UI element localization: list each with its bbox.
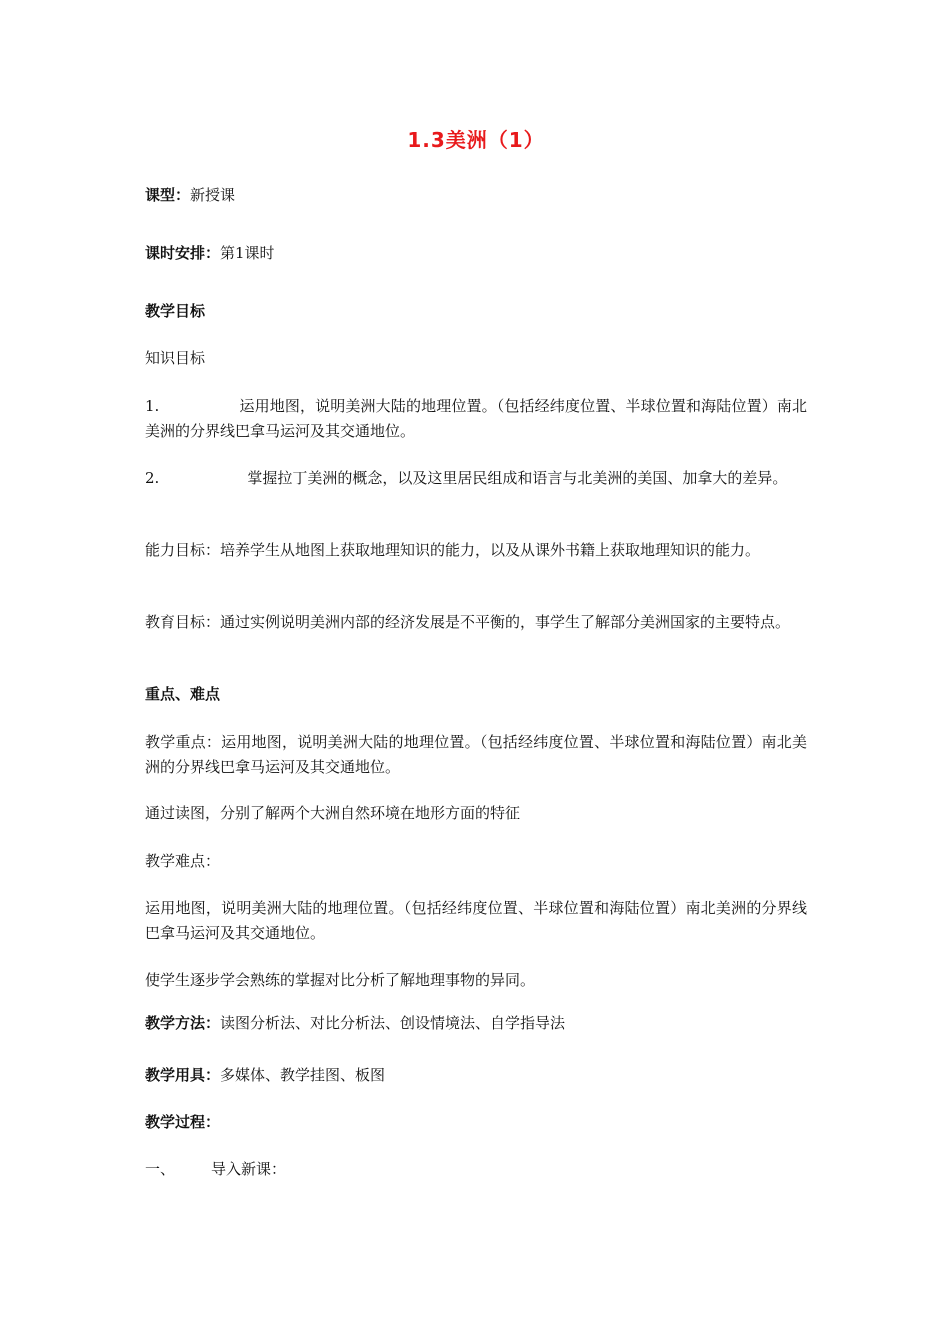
knowledge-item-1-num: 1.	[145, 397, 160, 415]
step-1-num: 一、	[145, 1160, 176, 1178]
document-page	[145, 0, 807, 1344]
process-heading: 教学过程：	[145, 1113, 221, 1131]
difficulty-label: 教学难点：	[145, 852, 221, 870]
knowledge-heading: 知识目标	[145, 349, 206, 367]
difficulty-2: 使学生逐步学会熟练的掌握对比分析了解地理事物的异同。	[145, 971, 536, 989]
tools-label: 教学用具：	[145, 1066, 221, 1084]
step-1	[145, 1157, 807, 1182]
schedule-value: 第1课时	[220, 244, 275, 262]
tools-value: 多媒体、教学挂图、板图	[220, 1066, 386, 1084]
course-type-label: 课型：	[145, 186, 191, 204]
course-type-line	[145, 183, 807, 208]
education-goal: 教育目标：通过实例说明美洲内部的经济发展是不平衡的，事学生了解部分美洲国家的主要特点。	[145, 613, 791, 631]
schedule-label: 课时安排：	[145, 244, 221, 262]
page-title: 1.3美洲（1）	[407, 128, 545, 152]
key-points-heading: 重点、难点	[145, 685, 221, 703]
knowledge-item-1-text: 运用地图，说明美洲大陆的地理位置。（包括经纬度位置、半球位置和海陆位置）南北美洲的分界线巴拿马运河及其交通地位。	[145, 397, 807, 440]
methods-value: 读图分析法、对比分析法、创设情境法、自学指导法	[220, 1014, 566, 1032]
knowledge-item-2	[145, 466, 807, 491]
difficulty-1: 运用地图，说明美洲大陆的地理位置。（包括经纬度位置、半球位置和海陆位置）南北美洲的分界线巴拿马运河及其交通地位。	[145, 899, 807, 942]
step-1-text: 导入新课：	[211, 1160, 287, 1178]
methods-label: 教学方法：	[145, 1014, 221, 1032]
schedule-line	[145, 241, 807, 266]
key-point-2: 通过读图，分别了解两个大洲自然环境在地形方面的特征	[145, 804, 521, 822]
goals-heading: 教学目标	[145, 302, 206, 320]
course-type-value: 新授课	[190, 186, 236, 204]
tools-line	[145, 1063, 807, 1088]
knowledge-item-1	[145, 394, 807, 444]
key-point-1: 教学重点：运用地图，说明美洲大陆的地理位置。（包括经纬度位置、半球位置和海陆位置）南北美洲的分界线巴拿马运河及其交通地位。	[145, 733, 807, 776]
knowledge-item-2-text: 掌握拉丁美洲的概念，以及这里居民组成和语言与北美洲的美国、加拿大的差异。	[247, 469, 788, 487]
knowledge-item-2-num: 2.	[145, 469, 160, 487]
methods-line	[145, 1011, 807, 1036]
ability-goal: 能力目标：培养学生从地图上获取地理知识的能力，以及从课外书籍上获取地理知识的能力。	[145, 541, 761, 559]
